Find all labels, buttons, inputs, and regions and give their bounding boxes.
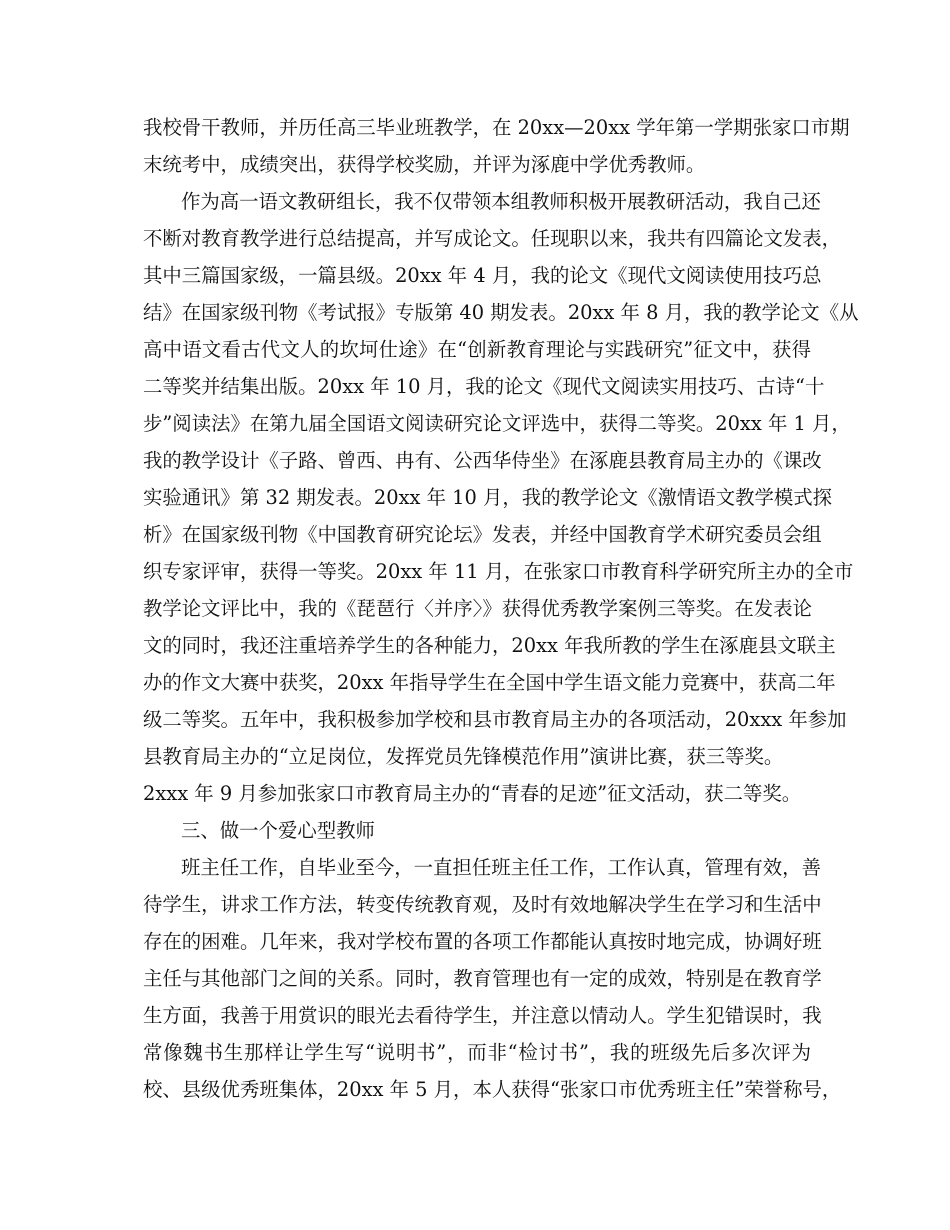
paragraph-line: 办的作文大赛中获奖，20xx 年指导学生在全国中学生语文能力竞赛中，获高二年 (143, 671, 836, 694)
paragraph-line: 级二等奖。五年中，我积极参加学校和县市教育局主办的各项活动，20xxx 年参加 (143, 708, 847, 731)
paragraph-line: 其中三篇国家级，一篇县级。20xx 年 4 月，我的论文《现代文阅读使用技巧总 (143, 264, 822, 287)
section-heading: 三、做一个爱心型教师 (181, 819, 375, 842)
paragraph-first-line: 作为高一语文教研组长，我不仅带领本组教师积极开展教研活动，我自己还 (181, 190, 821, 213)
paragraph-line: 析》在国家级刊物《中国教育研究论坛》发表，并经中国教育学术研究委员会组 (143, 523, 822, 546)
paragraph-line: 步”阅读法》在第九届全国语文阅读研究论文评选中，获得二等奖。20xx 年 1 月， (143, 412, 851, 435)
paragraph-line: 主任与其他部门之间的关系。同时，教育管理也有一定的成效，特别是在教育学 (143, 967, 822, 990)
paragraph-line: 2xxx 年 9 月参加张家口市教育局主办的“青春的足迹”征文活动，获二等奖。 (143, 782, 802, 805)
paragraph-line: 末统考中，成绩突出，获得学校奖励，并评为涿鹿中学优秀教师。 (143, 153, 706, 176)
paragraph-first-line: 班主任工作，自毕业至今，一直担任班主任工作，工作认真，管理有效，善 (181, 856, 821, 879)
paragraph-line: 实验通讯》第 32 期发表。20xx 年 10 月，我的教学论文《激情语文教学模式探 (143, 486, 833, 509)
paragraph-line: 我的教学设计《子路、曾西、冉有、公西华侍坐》在涿鹿县教育局主办的《课改 (143, 449, 822, 472)
paragraph-line: 常像魏书生那样让学生写“说明书”，而非“检讨书”，我的班级先后多次评为 (143, 1041, 811, 1064)
paragraph-line: 文的同时，我还注重培养学生的各种能力，20xx 年我所教的学生在涿鹿县文联主 (143, 634, 836, 657)
paragraph-line: 高中语文看古代文人的坎坷仕途》在“创新教育理论与实践研究”征文中，获得 (143, 338, 811, 361)
paragraph-line: 结》在国家级刊物《考试报》专版第 40 期发表。20xx 年 8 月，我的教学论文《从 (143, 301, 859, 324)
paragraph-line: 织专家评审，获得一等奖。20xx 年 11 月，在张家口市教育科学研究所主办的全市 (143, 560, 854, 583)
paragraph-line: 存在的困难。几年来，我对学校布置的各项工作都能认真按时地完成，协调好班 (143, 930, 822, 953)
paragraph-line: 生方面，我善于用赏识的眼光去看待学生，并注意以情动人。学生犯错误时，我 (143, 1004, 822, 1027)
paragraph-line: 校、县级优秀班集体，20xx 年 5 月，本人获得“张家口市优秀班主任”荣誉称号， (143, 1078, 842, 1101)
paragraph-line: 我校骨干教师，并历任高三毕业班教学，在 20xx—20xx 学年第一学期张家口市期 (143, 116, 850, 139)
paragraph-line: 不断对教育教学进行总结提高，并写成论文。任现职以来，我共有四篇论文发表， (143, 227, 842, 250)
paragraph-line: 教学论文评比中，我的《琵琶行〈并序〉》获得优秀教学案例三等奖。在发表论 (143, 597, 812, 620)
paragraph-line: 县教育局主办的“立足岗位，发挥党员先锋模范作用”演讲比赛，获三等奖。 (143, 745, 784, 768)
paragraph-line: 二等奖并结集出版。20xx 年 10 月，我的论文《现代文阅读实用技巧、古诗“十 (143, 375, 825, 398)
paragraph-line: 待学生，讲求工作方法，转变传统教育观，及时有效地解决学生在学习和生活中 (143, 893, 822, 916)
